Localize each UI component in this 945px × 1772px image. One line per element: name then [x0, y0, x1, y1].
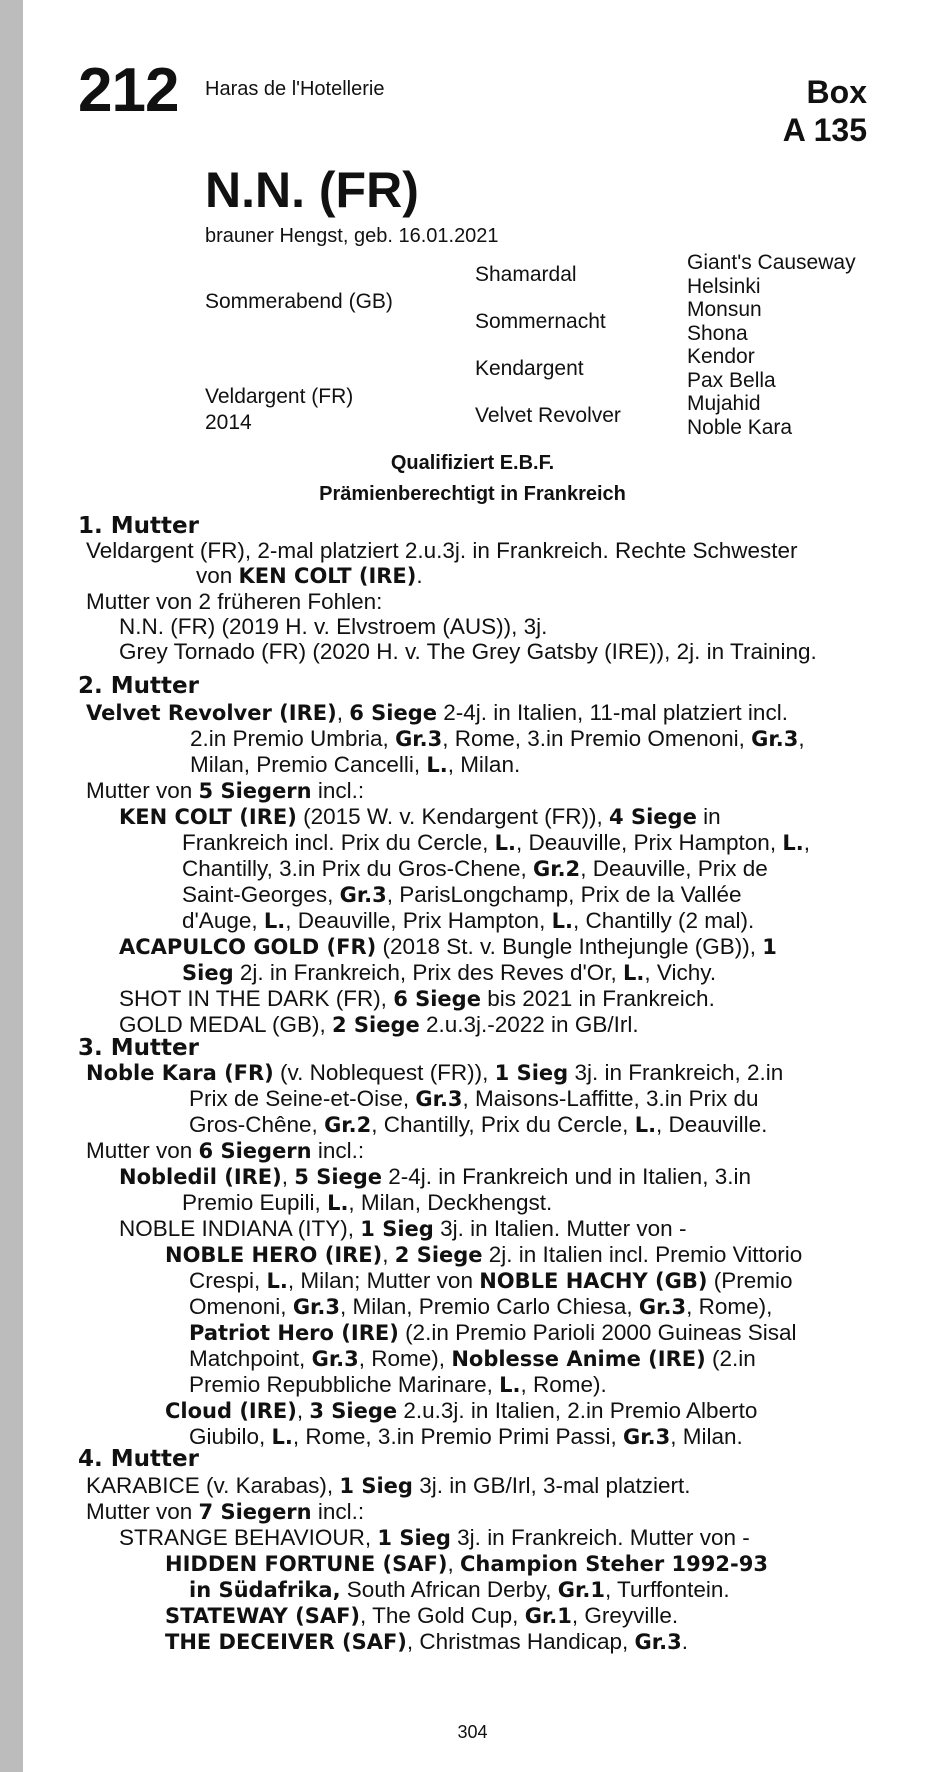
produce-item-cont: d'Auge, L., Deauville, Prix Hampton, L., Chantilly (2 mal).: [182, 908, 755, 933]
page-number: 304: [457, 1722, 488, 1742]
section-fourth-dam-title: 4. Mutter: [78, 1446, 199, 1472]
first-dam-produce-heading: Mutter von 2 früheren Fohlen:: [86, 589, 383, 614]
box-number: A 135: [782, 112, 867, 148]
produce-item: GOLD MEDAL (GB), 2 Siege 2.u.3j.-2022 in GB/Irl.: [119, 1012, 639, 1037]
pedigree-sire-sire: Shamardal: [475, 263, 577, 286]
grand-produce-item-cont: Premio Repubbliche Marinare, L., Rome).: [189, 1372, 607, 1397]
fourth-dam-line: KARABICE (v. Karabas), 1 Sieg 3j. in GB/Irl, 3-mal platziert.: [86, 1473, 691, 1498]
produce-item: N.N. (FR) (2019 H. v. Elvstroem (AUS)), 3j.: [119, 614, 548, 639]
produce-item: ACAPULCO GOLD (FR) (2018 St. v. Bungle Inthejungle (GB)), 1: [119, 934, 777, 959]
third-dam-line: Gros-Chêne, Gr.2, Chantilly, Prix du Cercle, L., Deauville.: [189, 1112, 768, 1137]
qualification-france: Prämienberechtigt in Frankreich: [319, 483, 626, 505]
pedigree-sire: Sommerabend (GB): [205, 290, 393, 313]
section-second-dam-title: 2. Mutter: [78, 673, 199, 699]
third-dam-text: [86, 1060, 866, 1450]
produce-item: Grey Tornado (FR) (2020 H. v. The Grey Gatsby (IRE)), 2j. in Training.: [119, 639, 817, 664]
first-dam-line: von KEN COLT (IRE).: [196, 563, 423, 588]
grand-produce-item: THE DECEIVER (SAF), Christmas Handicap, Gr.3.: [165, 1629, 688, 1654]
pedigree-dam-year: 2014: [205, 411, 252, 434]
second-dam-line: Mutter von 5 Siegern incl.:: [86, 778, 365, 803]
pedigree-dam: Veldargent (FR): [205, 385, 354, 408]
produce-item-cont: Premio Eupili, L., Milan, Deckhengst.: [182, 1190, 553, 1215]
grand-produce-item-cont: Matchpoint, Gr.3, Rome), Noblesse Anime (IRE) (2.in: [189, 1346, 756, 1371]
grand-produce-item-cont: Giubilo, L., Rome, 3.in Premio Primi Passi, Gr.3, Milan.: [189, 1424, 743, 1449]
pedigree-ggp-7: Mujahid: [687, 392, 761, 415]
grand-produce-item: Cloud (IRE), 3 Siege 2.u.3j. in Italien, 2.in Premio Alberto: [165, 1398, 758, 1423]
grand-produce-item: HIDDEN FORTUNE (SAF), Champion Steher 1992-93: [165, 1551, 768, 1576]
grand-produce-item: STATEWAY (SAF), The Gold Cup, Gr.1, Greyville.: [165, 1603, 679, 1628]
produce-item: Nobledil (IRE), 5 Siege 2-4j. in Frankreich und in Italien, 3.in: [119, 1164, 751, 1189]
third-dam-line: Noble Kara (FR) (v. Noblequest (FR)), 1 Sieg 3j. in Frankreich, 2.in: [86, 1060, 784, 1085]
pedigree-ggp-1: Giant's Causeway: [687, 251, 856, 274]
fourth-dam-line: Mutter von 7 Siegern incl.:: [86, 1499, 365, 1524]
consignor: Haras de l'Hotellerie: [205, 78, 385, 100]
pedigree-ggp-5: Kendor: [687, 345, 755, 368]
produce-item: KEN COLT (IRE) (2015 W. v. Kendargent (FR)), 4 Siege in: [119, 804, 721, 829]
pedigree-ggp-8: Noble Kara: [687, 416, 793, 439]
produce-item: SHOT IN THE DARK (FR), 6 Siege bis 2021 in Frankreich.: [119, 986, 715, 1011]
pedigree-ggp-3: Monsun: [687, 298, 762, 321]
grand-produce-item-cont: Omenoni, Gr.3, Milan, Premio Carlo Chiesa, Gr.3, Rome),: [189, 1294, 773, 1319]
produce-item-cont: Saint-Georges, Gr.3, ParisLongchamp, Prix de la Vallée: [182, 882, 742, 907]
box-label: Box: [806, 74, 867, 110]
ken-colt-name: KEN COLT (IRE): [238, 564, 417, 588]
third-dam-line: Prix de Seine-et-Oise, Gr.3, Maisons-Laffitte, 3.in Prix du: [189, 1086, 759, 1111]
third-dam-line: Mutter von 6 Siegern incl.:: [86, 1138, 365, 1163]
pedigree-sire-dam: Sommernacht: [475, 310, 606, 333]
pedigree-dam-sire: Kendargent: [475, 357, 584, 380]
produce-item: NOBLE INDIANA (ITY), 1 Sieg 3j. in Italien. Mutter von -: [119, 1216, 687, 1241]
pedigree-ggp-2: Helsinki: [687, 275, 761, 298]
qualification-ebf: Qualifiziert E.B.F.: [390, 452, 555, 474]
produce-item-cont: Sieg 2j. in Frankreich, Prix des Reves d'Or, L., Vichy.: [182, 960, 717, 985]
pedigree-ggp-4: Shona: [687, 322, 748, 345]
second-dam-line: Velvet Revolver (IRE), 6 Siege 2-4j. in Italien, 11-mal platziert incl.: [86, 700, 788, 725]
fourth-dam-text: [86, 1473, 866, 1655]
first-dam-line: Veldargent (FR), 2-mal platziert 2.u.3j. in Frankreich. Rechte Schwester: [86, 538, 798, 563]
second-dam-line: Milan, Premio Cancelli, L., Milan.: [190, 752, 521, 777]
second-dam-text: [86, 700, 866, 1038]
grand-produce-item-cont: in Südafrika, South African Derby, Gr.1, Turffontein.: [189, 1577, 730, 1602]
section-third-dam-title: 3. Mutter: [78, 1035, 199, 1061]
horse-name: N.N. (FR): [205, 162, 419, 218]
pedigree-ggp-6: Pax Bella: [687, 369, 776, 392]
produce-item-cont: Chantilly, 3.in Prix du Gros-Chene, Gr.2, Deauville, Prix de: [182, 856, 768, 881]
pedigree-dam-dam: Velvet Revolver: [475, 404, 621, 427]
produce-item: STRANGE BEHAVIOUR, 1 Sieg 3j. in Frankreich. Mutter von -: [119, 1525, 750, 1550]
horse-description: brauner Hengst, geb. 16.01.2021: [205, 225, 499, 247]
lot-number: 212: [78, 56, 179, 125]
box-info: [783, 73, 867, 149]
grand-produce-item: NOBLE HERO (IRE), 2 Siege 2j. in Italien incl. Premio Vittorio: [165, 1242, 803, 1267]
first-dam-text: [86, 538, 866, 664]
grand-produce-item-cont: Crespi, L., Milan; Mutter von NOBLE HACHY (GB) (Premio: [189, 1268, 793, 1293]
produce-item-cont: Frankreich incl. Prix du Cercle, L., Deauville, Prix Hampton, L.,: [182, 830, 810, 855]
second-dam-line: 2.in Premio Umbria, Gr.3, Rome, 3.in Premio Omenoni, Gr.3,: [190, 726, 805, 751]
grand-produce-item-cont: Patriot Hero (IRE) (2.in Premio Parioli 2000 Guineas Sisal: [189, 1320, 797, 1345]
page-edge: [0, 0, 23, 1772]
section-first-dam-title: 1. Mutter: [78, 513, 199, 539]
